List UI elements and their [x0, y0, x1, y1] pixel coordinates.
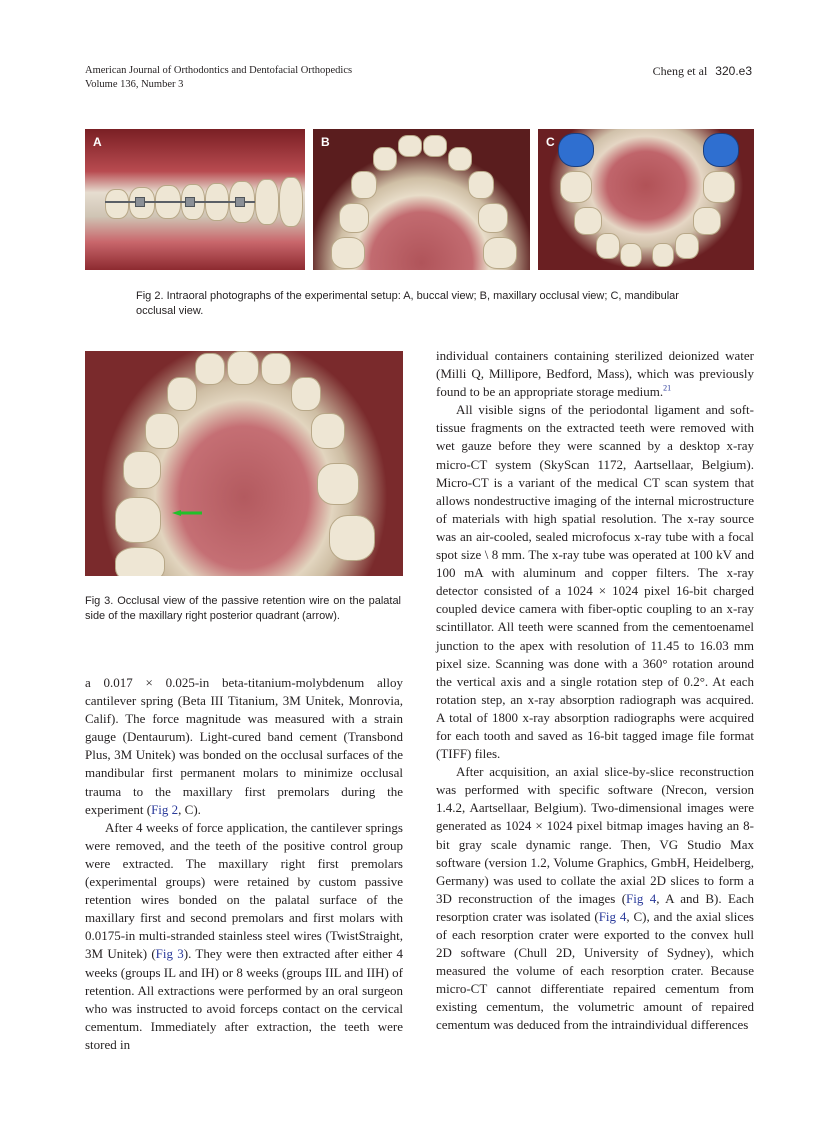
text-run: , A and B). Each resorption crater was isolated (	[436, 890, 754, 924]
tooth	[620, 243, 642, 267]
tooth	[339, 203, 369, 233]
text-run: , C), and the axial slices of each resorption crater were exported to the convex hull 2D software (Chull 2D, University of Sydney), which measured the volume of each resorption crater. Because micro-CT cannot differentiate repaired cementum from existing cementum, the volumetric amount of repaired cementum was deduced from the intraindividual differences	[436, 908, 754, 1033]
fig3-occlusal-photo	[85, 351, 403, 576]
journal-name: American Journal of Orthodontics and Dentofacial Orthopedics	[85, 65, 353, 76]
tooth	[468, 171, 494, 199]
tooth	[115, 547, 165, 576]
figure-link[interactable]: Fig 4	[598, 908, 627, 924]
tooth	[331, 237, 365, 269]
running-header-right	[653, 64, 752, 78]
tooth	[329, 515, 375, 561]
tooth	[145, 413, 179, 449]
paragraph	[436, 347, 754, 401]
paragraph	[85, 819, 403, 1054]
tooth	[115, 497, 161, 543]
tooth	[652, 243, 674, 267]
volume-number: Volume 136, Number 3	[85, 79, 184, 90]
tooth	[483, 237, 517, 269]
author-names: Cheng et al	[652, 64, 708, 78]
running-header-left	[85, 64, 352, 92]
band-cement	[558, 133, 594, 167]
text-run: individual containers containing sterilized deionized water (Milli Q, Millipore, Bedford, Mass), which was previously found to be an appropriate storage medium.	[436, 348, 754, 400]
tooth	[227, 351, 259, 385]
green-arrow-icon	[172, 510, 202, 516]
text-run: All visible signs of the periodontal ligament and soft-tissue fragments on the extracted teeth were removed with wet gauze before they were scanned by a desktop x-ray micro-CT system (SkyScan 1172, Aartsellaar, Belgium). Micro-CT is a variant of the medical CT scan system that allows nondestructive imaging of the internal microstructure of materials with high spatial resolution. The x-ray source was an air-cooled, sealed microfocus x-ray tube with a focal spot size \ 8 mm. The x-ray tube was operated at 100 kV and 100 mA with aluminum and copper filters. The x-ray detector consisted of a 1024 × 1024 pixel 16-bit charged coupled device camera with fiber-optic coupling to an x-ray scintillator. All teeth were scanned from the cementoenamel junction to the apex with resolution of 11.45 to 16.03 mm pixel size. Scanning was done with a 360° rotation around the vertical axis and a single rotation step of 0.2°. At each rotation step, an x-ray absorption radiograph was acquired. A total of 1800 x-ray absorption radiographs were acquired for each tooth and saved as 16-bit tagged image file format (TIFF) files.	[436, 402, 754, 762]
bracket	[235, 197, 245, 207]
bracket	[185, 197, 195, 207]
tooth	[195, 353, 225, 385]
fig2-panel-a-buccal-photo	[85, 129, 305, 270]
text-run: , C).	[178, 801, 201, 817]
tooth	[596, 233, 620, 259]
tooth	[167, 377, 197, 411]
tooth	[373, 147, 397, 171]
tooth	[123, 451, 161, 489]
fig2-panel-c-mandibular-photo	[538, 129, 754, 270]
tooth	[255, 179, 279, 225]
figure-link[interactable]: Fig 4	[626, 890, 657, 906]
tooth	[703, 171, 735, 203]
tooth	[448, 147, 472, 171]
text-run: After 4 weeks of force application, the cantilever springs were removed, and the teeth of the positive control group were extracted. The maxillary right first premolars (experimental groups) were retained by custom passive retention wires bonded on the palatal surface of the maxillary first and second premolars and first molars with 0.0175-in multi-stranded stainless steel wires (TwistStraight, 3M Unitek) (	[85, 819, 403, 962]
tooth	[291, 377, 321, 411]
left-text-column	[85, 674, 403, 1054]
tooth	[311, 413, 345, 449]
text-run: a 0.017 × 0.025-in beta-titanium-molybdenum alloy cantilever spring (Beta III Titanium, 3M Unitek, Monrovia, Calif). The force magnitude was measured with a strain gauge (Dentaurum). Light-cured band cement (Transbond Plus, 3M Unitek) was bonded on the occlusal surfaces of the mandibular first permanent molars to minimize occlusal trauma to the maxillary first premolars during the experiment (	[85, 675, 403, 817]
page-number: 320.e3	[715, 64, 752, 78]
paragraph	[436, 763, 754, 1034]
text-run: ). They were then extracted after either 4 weeks (groups IL and IH) or 8 weeks (groups IIL and IIH) of retention. All extractions were performed by an oral surgeon who was instructed to avoid forceps contact on the cervical cementum. Immediately after extraction, the teeth were stored in	[85, 946, 403, 1052]
right-text-column	[436, 347, 754, 1035]
tooth	[398, 135, 422, 157]
tooth	[478, 203, 508, 233]
tooth	[574, 207, 602, 235]
tooth	[423, 135, 447, 157]
fig2-caption: Fig 2. Intraoral photographs of the experimental setup: A, buccal view; B, maxillary occlusal view; C, mandibular occlusal view.	[136, 290, 679, 317]
figure-link[interactable]: Fig 2	[151, 801, 179, 817]
fig2-panel-b-maxillary-photo	[313, 129, 530, 270]
fig3-caption: Fig 3. Occlusal view of the passive retention wire on the palatal side of the maxillary right posterior quadrant (arrow).	[85, 595, 401, 622]
tooth	[317, 463, 359, 505]
tooth	[105, 189, 129, 219]
paragraph	[436, 401, 754, 763]
tooth	[351, 171, 377, 199]
citation-link[interactable]: 21	[663, 383, 672, 393]
tooth	[261, 353, 291, 385]
panel-tag-a: A	[93, 135, 102, 149]
panel-tag-c: C	[546, 135, 555, 149]
bracket	[135, 197, 145, 207]
text-run: After acquisition, an axial slice-by-slice reconstruction was performed with specific software (Nrecon, version 1.4.2, Aartsellaar, Belgium). Two-dimensional images were generated as 1024 × 1024 pixel bitmap images having an 8-bit gray scale dynamic range. Then, VG Studio Max software (version 1.2, Volume Graphics, GmbH, Heidelberg, Germany) was used to collate the axial 2D slices to form a 3D reconstruction of the images (	[436, 764, 754, 906]
tooth	[560, 171, 592, 203]
tooth	[693, 207, 721, 235]
tooth	[279, 177, 303, 227]
archwire	[105, 201, 255, 203]
panel-tag-b: B	[321, 135, 330, 149]
tooth	[675, 233, 699, 259]
band-cement	[703, 133, 739, 167]
paragraph	[85, 674, 403, 819]
figure-link[interactable]: Fig 3	[155, 946, 184, 962]
